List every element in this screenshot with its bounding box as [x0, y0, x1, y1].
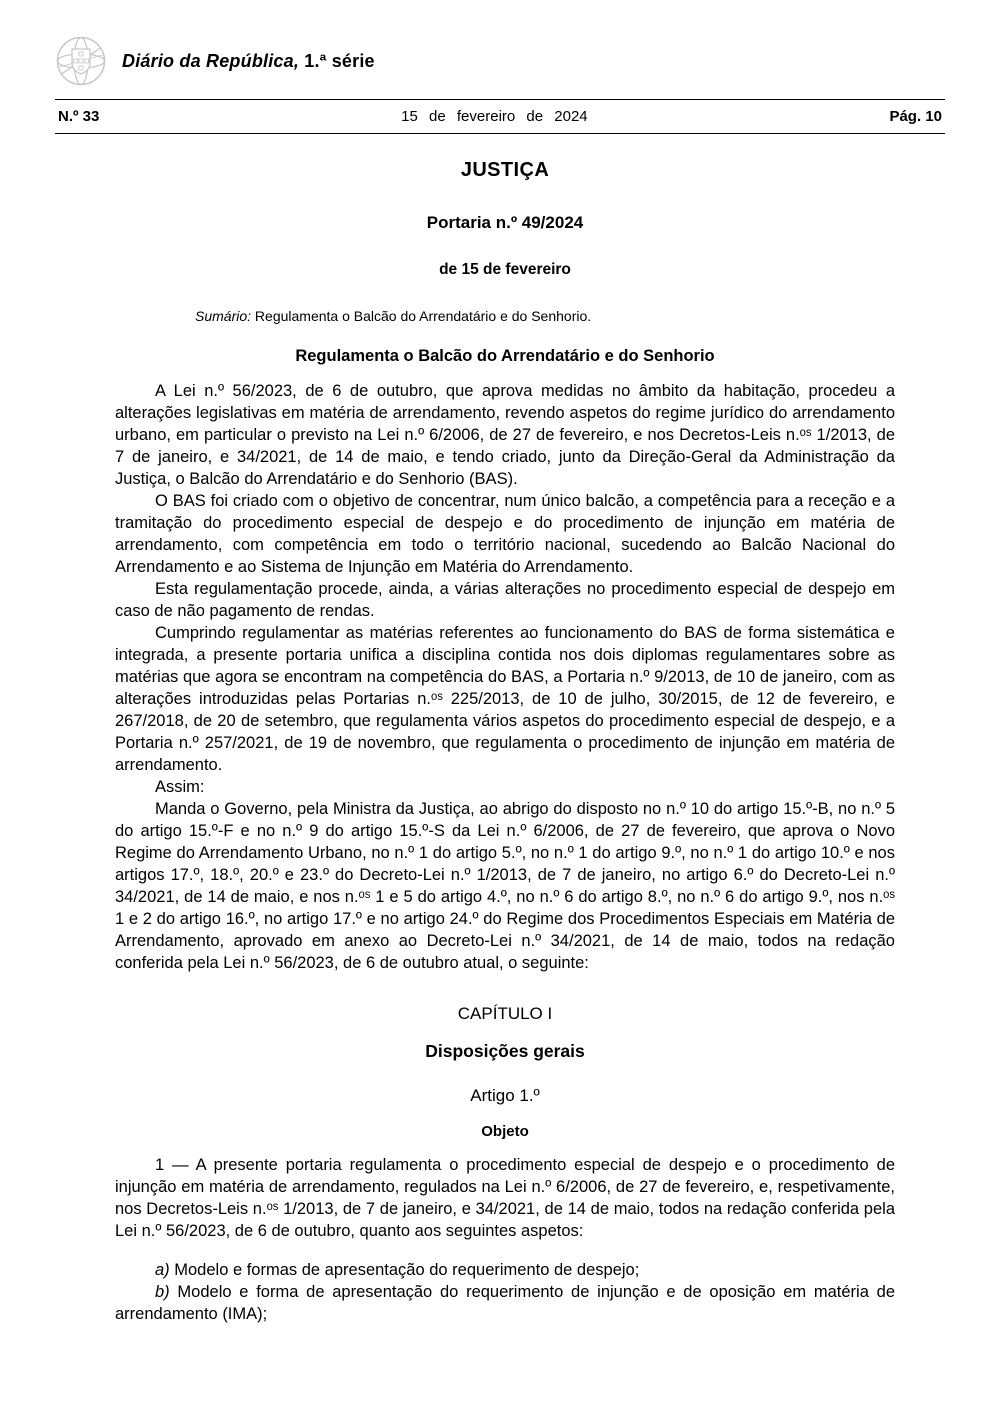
issue-meta-row — [55, 99, 945, 134]
brand-row — [55, 30, 945, 99]
paragraph: Assim: — [155, 778, 205, 796]
item-list — [115, 1259, 895, 1325]
article-label: Artigo 1.º — [470, 1086, 540, 1105]
item-marker: b) — [155, 1283, 170, 1301]
journal-title-series: 1.ª série — [299, 50, 375, 71]
summary-label: Sumário: — [195, 308, 252, 324]
journal-title-name: Diário da República, — [122, 50, 300, 71]
paragraph: Esta regulamentação procede, ainda, a várias alterações no procedimento especial de despejo em caso de não pagamento de rendas. — [115, 580, 895, 620]
preamble — [115, 380, 895, 974]
issue-number: N.º 33 — [58, 108, 100, 125]
paragraph: O BAS foi criado com o objetivo de concentrar, num único balcão, a competência para a receção e a tramitação do procedimento especial de despejo e do procedimento de injunção em matéria de arrendamento, com competência em todo o território nacional, sucedendo ao Balcão Nacional do Arrendamento e ao Sistema de Injunção em Matéria do Arrendamento. — [115, 492, 895, 576]
item-text: Modelo e formas de apresentação do requerimento de despejo; — [169, 1261, 640, 1279]
page-number: Pág. 10 — [889, 108, 942, 125]
item-marker: a) — [155, 1261, 170, 1279]
ministry-section-heading: JUSTIÇA — [460, 159, 550, 181]
chapter-title: Disposições gerais — [425, 1041, 585, 1061]
paragraph: 1 — A presente portaria regulamenta o procedimento especial de despejo e o procedimento de injunção em matéria de arrendamento, regulados na Lei n.º 6/2006, de 27 de fevereiro, e, respetivamente, nos Decretos-Leis n.ᵒˢ 1/2013, de 7 de janeiro, e 34/2021, de 14 de maio, todos na redação conferida pela Lei n.º 56/2023, de 6 de outubro, quanto aos seguintes aspetos: — [115, 1156, 895, 1240]
paragraph: Manda o Governo, pela Ministra da Justiça, ao abrigo do disposto no n.º 10 do artigo 15.º-B, no n.º 5 do artigo 15.º-F e no n.º 9 do artigo 15.º-S da Lei n.º 6/2006, de 27 de fevereiro, que aprova o Novo Regime do Arrendamento Urbano, no n.º 1 do artigo 5.º, no n.º 1 do artigo 9.º, no n.º 1 do artigo 10.º e nos artigos 17.º, 18.º, 20.º e 23.º do Decreto-Lei n.º 1/2013, de 7 de janeiro, no artigo 6.º do Decreto-Lei n.º 34/2021, de 14 de maio, e nos n.ᵒˢ 1 e 5 do artigo 4.º, no n.º 6 do artigo 8.º, no n.º 6 do artigo 9.º, nos n.ᵒˢ 1 e 2 do artigo 16.º, no artigo 17.º e no artigo 24.º do Regime dos Procedimentos Especiais em Matéria de Arrendamento, aprovado em anexo ao Decreto-Lei n.º 34/2021, de 14 de maio, todos na redação conferida pela Lei n.º 56/2023, de 6 de outubro atual, o seguinte: — [115, 800, 895, 972]
article-title: Objeto — [481, 1123, 529, 1140]
issue-date: 15 de fevereiro de 2024 — [401, 108, 588, 125]
masthead — [55, 0, 945, 134]
paragraph: A Lei n.º 56/2023, de 6 de outubro, que aprova medidas no âmbito da habitação, procedeu a alterações legislativas em matéria de arrendamento, revendo aspetos do regime jurídico do arrendamento urbano, em particular o previsto na Lei n.º 6/2006, de 27 de fevereiro, e nos Decretos-Leis n.ᵒˢ 1/2013, de 7 de janeiro, e 34/2021, de 14 de maio, e tendo criado, junto da Direção-Geral da Administração da Justiça, o Balcão do Arrendatário e do Senhorio (BAS). — [115, 382, 895, 488]
act-title: Regulamenta o Balcão do Arrendatário e do Senhorio — [295, 347, 715, 365]
summary-text: Regulamenta o Balcão do Arrendatário e do Senhorio. — [251, 308, 592, 324]
article-intro — [115, 1154, 895, 1242]
portugal-coat-of-arms-logo — [55, 30, 107, 92]
ordinance-date: de 15 de fevereiro — [439, 261, 571, 278]
list-item — [115, 1281, 895, 1325]
summary-line — [195, 308, 895, 324]
chapter-label: CAPÍTULO I — [457, 1004, 553, 1023]
list-item — [115, 1259, 895, 1281]
paragraph: Cumprindo regulamentar as matérias referentes ao funcionamento do BAS de forma sistemática e integrada, a presente portaria unifica a disciplina contida nos dois diplomas regulamentares sobre as matérias que agora se encontram na competência do BAS, a Portaria n.º 9/2013, de 10 de janeiro, com as alterações introduzidas pelas Portarias n.ᵒˢ 225/2013, de 10 de julho, 30/2015, de 12 de fevereiro, e 267/2018, de 20 de setembro, que regulamenta vários aspetos do procedimento especial de despejo, e a Portaria n.º 257/2021, de 19 de novembro, que regulamenta o procedimento de injunção em matéria de arrendamento. — [115, 624, 895, 774]
ordinance-number: Portaria n.º 49/2024 — [426, 213, 584, 232]
item-text: Modelo e forma de apresentação do requerimento de injunção e de oposição em matéria de arrendamento (IMA); — [115, 1283, 895, 1323]
journal-title — [122, 51, 375, 72]
document-body — [115, 159, 895, 1325]
